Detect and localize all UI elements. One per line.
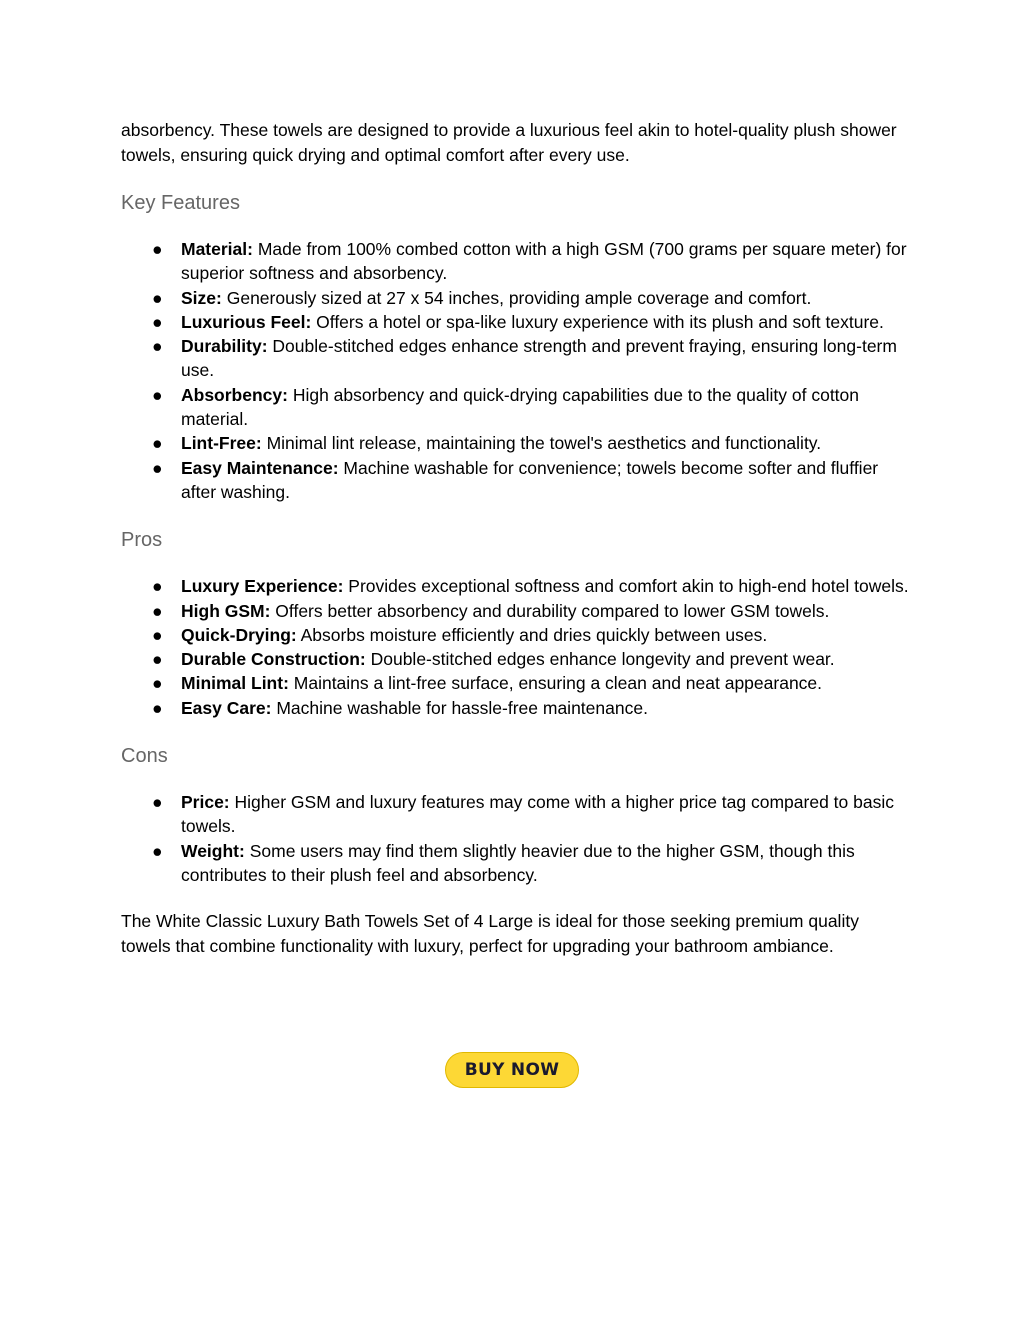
list-item: [121, 647, 911, 671]
key-features-list: [121, 237, 911, 504]
bullet-icon: ●: [152, 673, 163, 694]
bullet-icon: ●: [152, 336, 163, 357]
bullet-icon: ●: [152, 384, 163, 405]
bullet-icon: ●: [152, 792, 163, 813]
item-text: High absorbency and quick-drying capabilities due to the quality of cotton material.: [181, 384, 860, 430]
cons-list: [121, 790, 911, 887]
item-label: Easy Maintenance:: [181, 457, 339, 478]
item-text: Absorbs moisture efficiently and dries quickly between uses.: [296, 624, 768, 645]
list-item: [121, 574, 911, 598]
item-text: Provides exceptional softness and comfort akin to high-end hotel towels.: [343, 576, 909, 597]
bullet-icon: ●: [152, 433, 163, 454]
item-label: High GSM:: [181, 600, 271, 621]
bullet-icon: ●: [152, 239, 163, 259]
list-item: [121, 310, 911, 334]
item-text: Double-stitched edges enhance longevity and prevent wear.: [365, 649, 835, 670]
document-body: [121, 118, 911, 958]
bullet-icon: ●: [152, 287, 163, 308]
list-item: [121, 237, 911, 286]
item-text: Offers better absorbency and durability compared to lower GSM towels.: [270, 600, 830, 621]
list-item: [121, 671, 911, 695]
item-text: Maintains a lint-free surface, ensuring a clean and neat appearance.: [288, 673, 823, 694]
key-features-heading: Key Features: [121, 192, 240, 214]
list-item: [121, 790, 911, 839]
item-label: Durability:: [181, 336, 268, 357]
item-label: Easy Care:: [181, 697, 272, 718]
item-label: Weight:: [181, 840, 245, 861]
item-label: Absorbency:: [181, 384, 288, 405]
list-item: [121, 599, 911, 623]
item-label: Price:: [181, 792, 230, 813]
bullet-icon: ●: [152, 697, 163, 718]
item-label: Luxurious Feel:: [181, 311, 312, 332]
bullet-icon: ●: [152, 840, 163, 861]
pros-heading: Pros: [121, 529, 163, 552]
list-item: [121, 431, 911, 455]
bullet-icon: ●: [152, 649, 163, 670]
list-item: [121, 696, 911, 720]
bullet-icon: ●: [152, 457, 163, 478]
item-label: Size:: [181, 287, 222, 308]
item-label: Lint-Free:: [181, 433, 262, 454]
list-item: [121, 839, 911, 888]
bullet-icon: ●: [152, 576, 163, 597]
pros-list: [121, 574, 911, 720]
item-text: Made from 100% combed cotton with a high GSM (700 grams per square meter) for superior softness and absorbency.: [181, 239, 907, 284]
list-item: [121, 286, 911, 310]
bullet-icon: ●: [152, 600, 163, 621]
bullet-icon: ●: [152, 624, 163, 645]
list-item: [121, 383, 911, 432]
intro-paragraph: absorbency. These towels are designed to provide a luxurious feel akin to hotel-quality plush shower towels, ensuring quick drying and optimal comfort after every use.: [121, 120, 897, 165]
buy-now-button[interactable]: BUY NOW: [445, 1052, 579, 1088]
item-text: Some users may find them slightly heavier due to the higher GSM, though this contributes to their plush feel and absorbency.: [181, 840, 855, 885]
list-item: [121, 456, 911, 505]
list-item: [121, 623, 911, 647]
item-label: Durable Construction:: [181, 649, 366, 670]
list-item: [121, 334, 911, 383]
item-label: Minimal Lint:: [181, 673, 289, 694]
item-label: Material:: [181, 239, 253, 259]
closing-paragraph: The White Classic Luxury Bath Towels Set of 4 Large is ideal for those seeking premium quality towels that combine functionality with luxury, perfect for upgrading your bathroom ambiance.: [121, 911, 859, 956]
item-label: Luxury Experience:: [181, 576, 344, 597]
item-text: Machine washable for hassle-free maintenance.: [271, 697, 648, 718]
bullet-icon: ●: [152, 311, 163, 332]
item-text: Offers a hotel or spa-like luxury experience with its plush and soft texture.: [311, 311, 884, 332]
buy-now-link[interactable]: [445, 1052, 579, 1088]
cons-heading: Cons: [121, 745, 168, 768]
item-text: Machine washable for convenience; towels become softer and fluffier after washing.: [181, 457, 879, 502]
item-text: Minimal lint release, maintaining the towel's aesthetics and functionality.: [261, 433, 822, 454]
item-text: Double-stitched edges enhance strength and prevent fraying, ensuring long-term use.: [181, 336, 897, 381]
item-text: Higher GSM and luxury features may come with a higher price tag compared to basic towels.: [181, 792, 894, 837]
item-label: Quick-Drying:: [181, 624, 297, 645]
item-text: Generously sized at 27 x 54 inches, providing ample coverage and comfort.: [221, 287, 812, 308]
